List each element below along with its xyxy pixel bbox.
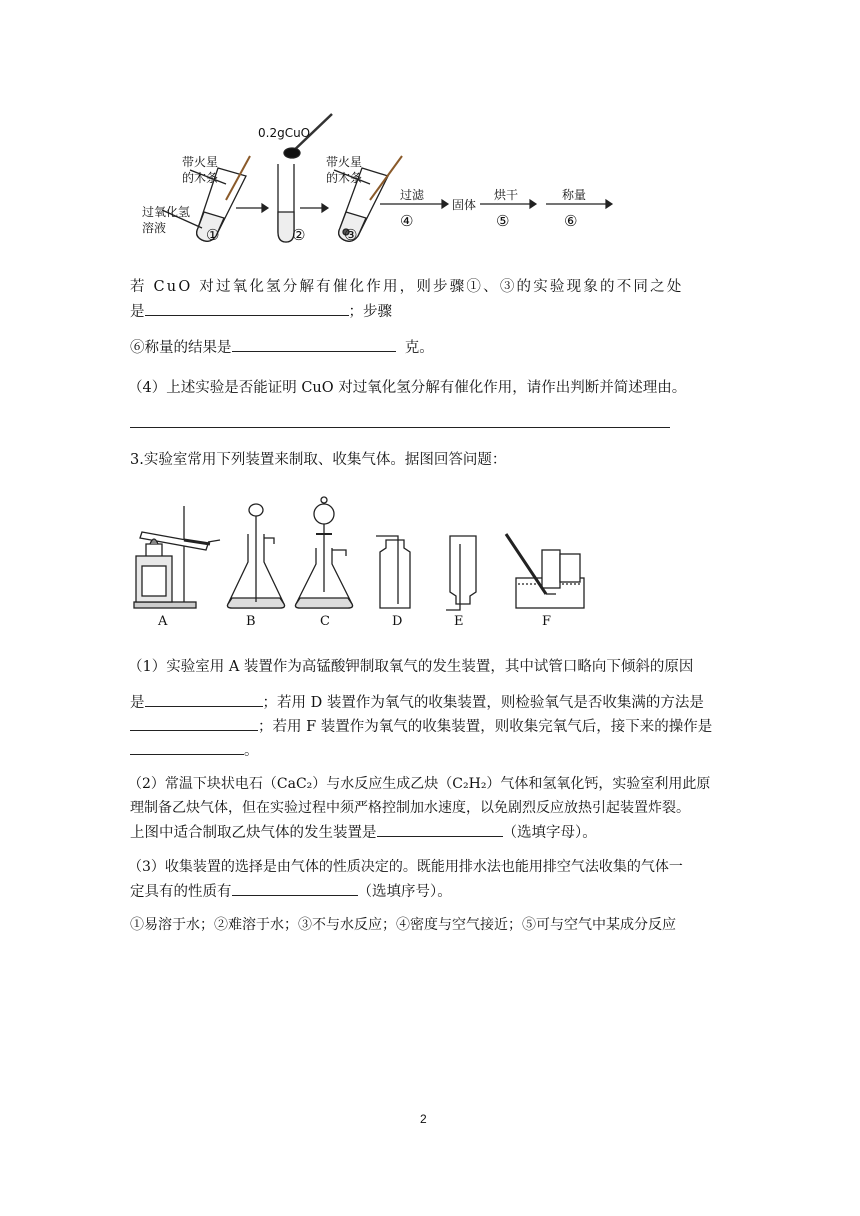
label-e: E <box>454 614 464 629</box>
splint-label-2: 带火星的木条 <box>326 155 363 185</box>
label-d: D <box>392 614 403 629</box>
q3-p3-line2-pre: 定具有的性质有 <box>130 884 232 900</box>
apparatus-c <box>296 497 353 608</box>
step-2: ② <box>292 226 306 244</box>
answer-blank-5[interactable] <box>130 716 258 731</box>
apparatus-a <box>134 506 220 608</box>
q3-p3-line2 <box>130 881 452 902</box>
answer-blank-6[interactable] <box>130 740 244 755</box>
solution-label: 过氧化氢溶液 <box>142 205 191 235</box>
apparatus-drawing <box>128 492 588 632</box>
q3-p1-line2-pre: 是 <box>130 695 145 711</box>
q3-p2-line2: 理制备乙炔气体，但在实验过程中须严格控制加水速度，以免剧烈反应放热引起装置炸裂。 <box>130 800 690 816</box>
q2-line2 <box>130 301 392 322</box>
step-4: ④ <box>400 212 414 230</box>
step-3: ③ <box>344 226 358 244</box>
q2-line3-post: 克。 <box>404 340 434 356</box>
solid-label: 固体 <box>452 198 477 212</box>
splint-label-1: 带火星的木条 <box>182 155 219 185</box>
q4-line: （4）上述实验是否能证明 CuO 对过氧化氢分解有催化作用，请作出判断并简述理由。 <box>128 380 687 396</box>
cuo-label: 0.2gCuO <box>258 126 311 140</box>
dry-label: 烘干 <box>494 188 519 202</box>
answer-blank-2[interactable] <box>232 337 396 352</box>
step-6: ⑥ <box>564 212 578 230</box>
apparatus-e <box>446 536 476 610</box>
q3-p2-line3-pre: 上图中适合制取乙炔气体的发生装置是 <box>130 825 377 841</box>
q3-title: 3.实验室常用下列装置来制取、收集气体。据图回答问题： <box>130 452 507 468</box>
q3-p2-line1: （2）常温下块状电石（CaC₂）与水反应生成乙炔（C₂H₂）气体和氢氧化钙，实验室利用此原 <box>128 776 711 792</box>
label-f: F <box>542 614 552 629</box>
q3-p3-line2-post: （选填序号）。 <box>357 884 452 900</box>
answer-blank-3[interactable] <box>130 427 670 428</box>
page-number: 2 <box>420 1112 427 1126</box>
label-c: C <box>320 614 330 629</box>
apparatus-b <box>228 504 285 608</box>
q3-p1-line1: （1）实验室用 A 装置作为高锰酸钾制取氧气的发生装置，其中试管口略向下倾斜的原因 <box>128 659 694 675</box>
q3-p2-line3 <box>130 822 597 843</box>
q2-line3-pre: ⑥称量的结果是 <box>130 340 232 356</box>
q2-line1: 若 CuO 对过氧化氢分解有催化作用，则步骤①、③的实验现象的不同之处 <box>130 279 684 295</box>
apparatus-f <box>506 534 584 608</box>
label-a: A <box>158 614 168 629</box>
q3-p2-line3-post: （选填字母）。 <box>502 825 597 841</box>
q3-p1-line3 <box>130 716 712 737</box>
q3-p1-line4-post: 。 <box>244 743 259 759</box>
filter-label: 过滤 <box>400 188 425 202</box>
step-1: ① <box>206 226 220 244</box>
q3-p1-line3-mid: ；若用 F 装置作为氧气的收集装置，则收集完氧气后，接下来的操作是 <box>258 719 713 735</box>
apparatus-d <box>376 536 410 608</box>
weigh-label: 称量 <box>562 188 587 202</box>
step-5: ⑤ <box>496 212 510 230</box>
q3-p1-line2-mid: ；若用 D 装置作为氧气的收集装置，则检验氧气是否收集满的方法是 <box>262 695 704 711</box>
q3-options: ①易溶于水；②难溶于水；③不与水反应；④密度与空气接近；⑤可与空气中某成分反应 <box>130 917 676 933</box>
q3-p1-line2 <box>130 692 704 713</box>
catalyst-experiment-diagram <box>130 108 630 248</box>
label-b: B <box>246 614 256 629</box>
q2-line2-post: ；步骤 <box>348 304 392 320</box>
q2-line3 <box>130 337 434 358</box>
answer-blank-8[interactable] <box>232 881 358 896</box>
answer-blank-4[interactable] <box>145 692 263 707</box>
q3-p3-line1: （3）收集装置的选择是由气体的性质决定的。既能用排水法也能用排空气法收集的气体一 <box>128 859 683 875</box>
answer-blank-7[interactable] <box>377 822 503 837</box>
q2-line2-pre: 是 <box>130 304 145 320</box>
answer-blank-1[interactable] <box>145 301 349 316</box>
apparatus-diagram <box>128 492 588 632</box>
q3-p1-line4 <box>130 740 259 761</box>
